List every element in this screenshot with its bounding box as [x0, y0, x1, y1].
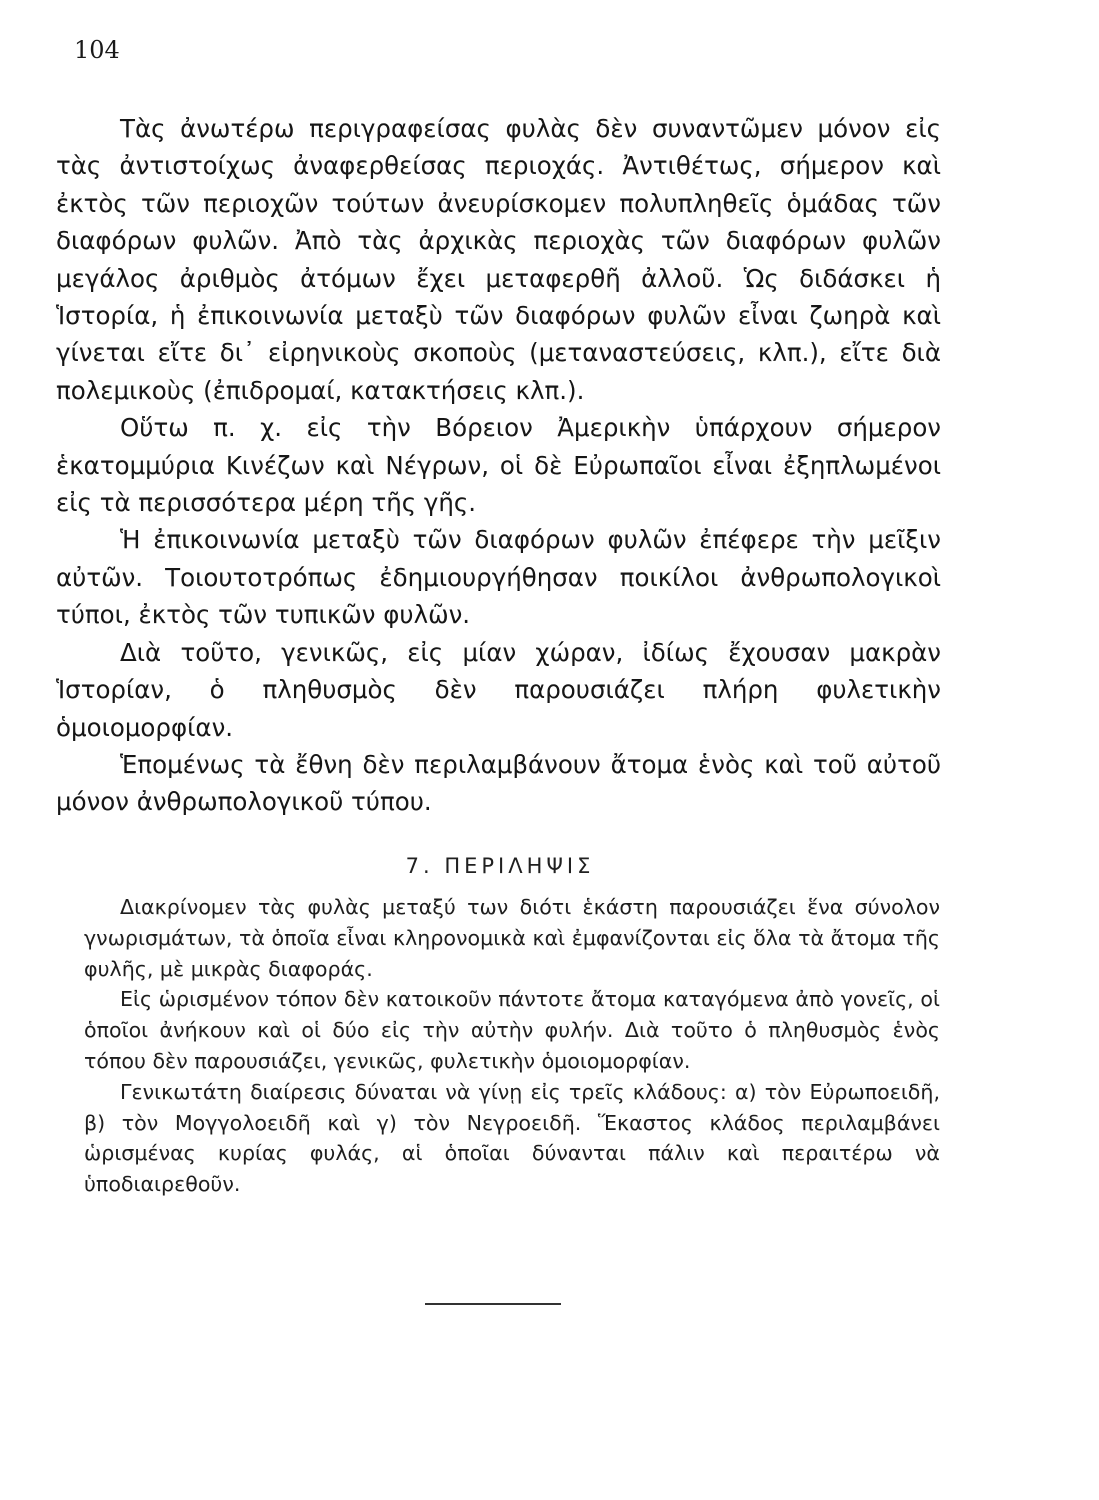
end-rule	[425, 1303, 561, 1305]
section-heading-summary: 7. ΠΕΡΙΛΗΨΙΣ	[405, 854, 595, 878]
paragraph-nations: Ἑπομένως τὰ ἔθνη δὲν περιλαμβάνουν ἄτομα ἑνὸς καὶ τοῦ αὐτοῦ μόνον ἀνθρωπολογικοῦ τύπου.	[56, 749, 941, 817]
paragraph-america-example: Οὕτω π. χ. εἰς τὴν Βόρειον Ἀμερικὴν ὑπάρχουν σήμερον ἑκατομμύρια Κινέζων καὶ Νέγρων, οἱ δὲ Εὐρωπαῖοι εἶναι ἐξηπλωμένοι εἰς τὰ περισσότερα μέρη τῆς γῆς.	[56, 413, 941, 518]
summary-paragraph-population: Εἰς ὡρισμένον τόπον δὲν κατοικοῦν πάντοτε ἄτομα καταγόμενα ἀπὸ γονεῖς, οἱ ὁποῖοι ἀνήκουν καὶ οἱ δύο εἰς τὴν αὐτὴν φυλήν. Διὰ τοῦτο ὁ πληθυσμὸς ἑνὸς τόπου δὲν παρουσιάζει, γενικῶς, φυλετικὴν ὁμοιομορφίαν.	[84, 987, 940, 1073]
summary-paragraph-distinction: Διακρίνομεν τὰς φυλὰς μεταξύ των διότι ἑκάστη παρουσιάζει ἕνα σύνολον γνωρισμάτων, τὰ ὁποῖα εἶναι κληρονομικὰ καὶ ἐμφανίζονται εἰς ὅλα τὰ ἄτομα τῆς φυλῆς, μὲ μικρὰς διαφοράς.	[84, 895, 940, 981]
paragraph-population-uniformity: Διὰ τοῦτο, γενικῶς, εἰς μίαν χώραν, ἰδίως ἔχουσαν μακρὰν Ἱστορίαν, ὁ πληθυσμὸς δὲν παρουσιάζει πλήρη φυλετικὴν ὁμοιομορφίαν.	[56, 637, 941, 742]
paragraph-migration: Τὰς ἀνωτέρω περιγραφείσας φυλὰς δὲν συναντῶμεν μόνον εἰς τὰς ἀντιστοίχως ἀναφερθείσας περιοχάς. Ἀντιθέτως, σήμερον καὶ ἐκτὸς τῶν περιοχῶν τούτων ἀνευρίσκομεν πολυπληθεῖς ὁμάδας τῶν διαφόρων φυλῶν. Ἀπὸ τὰς ἀρχικὰς περιοχὰς τῶν διαφόρων φυλῶν μεγάλος ἀριθμὸς ἀτόμων ἔχει μεταφερθῆ ἀλλοῦ. Ὡς διδάσκει ἡ Ἱστορία, ἡ ἐπικοινωνία μεταξὺ τῶν διαφόρων φυλῶν εἶναι ζωηρὰ καὶ γίνεται εἴτε δι᾽ εἰρηνικοὺς σκοποὺς (μεταναστεύσεις, κλπ.), εἴτε διὰ πολεμικοὺς (ἐπιδρομαί, κατακτήσεις κλπ.).	[56, 114, 941, 405]
summary-text	[84, 892, 940, 1200]
page-number: 104	[74, 36, 120, 64]
summary-paragraph-division: Γενικωτάτη διαίρεσις δύναται νὰ γίνῃ εἰς τρεῖς κλάδους: α) τὸν Εὐρωποειδῆ, β) τὸν Μογγολοειδῆ καὶ γ) τὸν Νεγροειδῆ. Ἕκαστος κλάδος περιλαμβάνει ὡρισμένας κυρίας φυλάς, αἱ ὁποῖαι δύνανται πάλιν καὶ περαιτέρω νὰ ὑποδιαιρεθοῦν.	[84, 1079, 940, 1197]
paragraph-race-mixing: Ἡ ἐπικοινωνία μεταξὺ τῶν διαφόρων φυλῶν ἐπέφερε τὴν μεῖξιν αὐτῶν. Τοιουτοτρόπως ἐδημιουργήθησαν ποικίλοι ἀνθρωπολογικοὶ τύποι, ἐκτὸς τῶν τυπικῶν φυλῶν.	[56, 525, 941, 630]
main-text	[56, 110, 941, 821]
